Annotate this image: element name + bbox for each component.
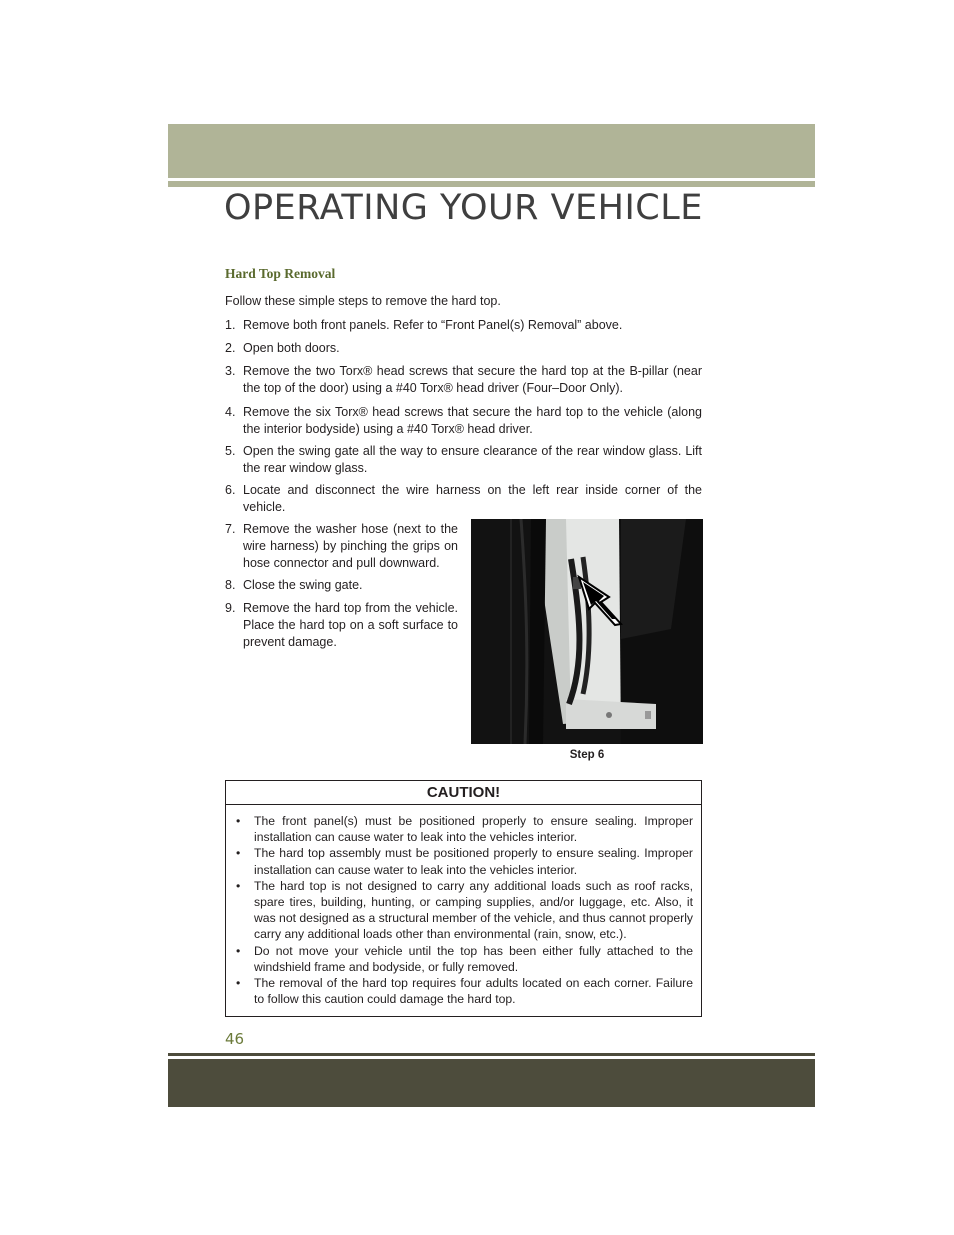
vehicle-interior-illustration (471, 519, 703, 744)
caution-item: • The hard top is not designed to carry any additional loads such as roof racks, spare tires, building, hunting, or camping supplies, and/or luggage, etc. Also, it was not designed as a structural member of the vehicle, and thus cannot properly carry any additional loads other than environmental (rain, snow, etc.). (236, 878, 693, 942)
caution-title: CAUTION! (226, 781, 701, 805)
page-title: OPERATING YOUR VEHICLE (224, 188, 703, 228)
footer-rule (168, 1053, 815, 1056)
step-item: 3. Remove the two Torx® head screws that secure the hard top at the B-pillar (near the top of the door) using a #40 Torx® head driver (Four–Door Only). (225, 364, 702, 395)
step-item: 2. Open both doors. (225, 341, 340, 355)
bullet-icon: • (236, 976, 241, 991)
step-item: 5. Open the swing gate all the way to ensure clearance of the rear window glass. Lift the rear window glass. (225, 444, 702, 475)
caution-item: • The hard top assembly must be positioned properly to ensure sealing. Improper installation can cause water to leak into the vehicles interior. (236, 846, 693, 877)
step-item: 6. Locate and disconnect the wire harness on the left rear inside corner of the vehicle. (225, 483, 702, 514)
bullet-icon: • (236, 846, 241, 861)
bullet-icon: • (236, 814, 241, 828)
header-rule (168, 181, 815, 187)
page-number: 46 (225, 1030, 245, 1048)
intro-paragraph: Follow these simple steps to remove the hard top. (225, 294, 501, 308)
step-item: 1. Remove both front panels. Refer to “Front Panel(s) Removal” above. (225, 318, 623, 332)
step-6-photo (471, 519, 703, 744)
step-item: 4. Remove the six Torx® head screws that secure the hard top to the vehicle (along the interior bodyside) using a #40 Torx® head driver. (225, 405, 702, 436)
steps-list-full (225, 317, 702, 521)
step-item: 9. Remove the hard top from the vehicle. Place the hard top on a soft surface to prevent damage. (225, 601, 458, 649)
bullet-icon: • (236, 943, 241, 958)
bullet-icon: • (236, 878, 241, 893)
figure-caption: Step 6 (569, 749, 605, 761)
caution-item: • The removal of the hard top requires four adults located on each corner. Failure to follow this caution could damage the hard top. (236, 976, 693, 1007)
caution-box (225, 780, 702, 1017)
steps-list-narrow (225, 521, 458, 651)
caution-item: • Do not move your vehicle until the top has been either fully attached to the windshield frame and bodyside, or fully removed. (236, 943, 693, 974)
header-band (168, 124, 815, 178)
step-item: 7. Remove the washer hose (next to the wire harness) by pinching the grips on hose connector and pull downward. (225, 522, 458, 570)
section-heading: Hard Top Removal (225, 266, 336, 281)
step-item: 8. Close the swing gate. (225, 578, 363, 592)
caution-list (226, 805, 701, 1007)
footer-band (168, 1059, 815, 1107)
caution-item: • The front panel(s) must be positioned properly to ensure sealing. Improper installation can cause water to leak into the vehicles interior. (236, 814, 693, 845)
